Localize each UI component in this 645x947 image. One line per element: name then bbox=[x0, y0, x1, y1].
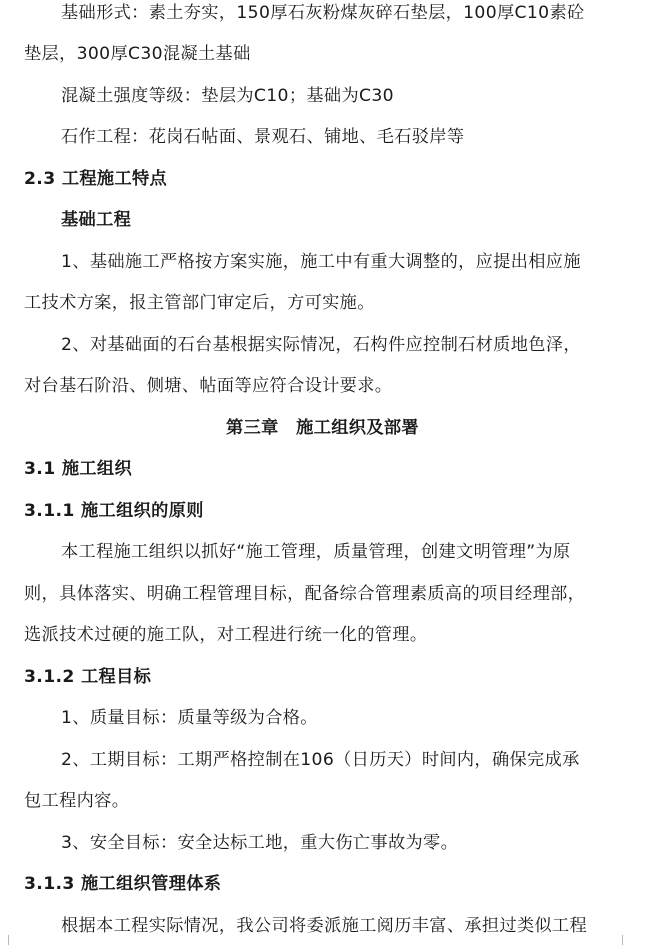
subsection-heading: 基础工程 bbox=[61, 210, 132, 230]
paragraph-line: 本工程施工组织以抓好“施工管理，质量管理，创建文明管理”为原 bbox=[61, 542, 571, 562]
section-heading: 3.1.1 施工组织的原则 bbox=[24, 501, 204, 521]
paragraph-line: 石作工程：花岗石帖面、景观石、铺地、毛石驳岸等 bbox=[61, 127, 465, 147]
section-heading: 3.1.3 施工组织管理体系 bbox=[24, 874, 222, 894]
paragraph-line: 1、质量目标：质量等级为合格。 bbox=[61, 708, 318, 728]
section-heading: 3.1 施工组织 bbox=[24, 459, 132, 479]
section-heading: 3.1.2 工程目标 bbox=[24, 667, 152, 687]
paragraph-line: 1、基础施工严格按方案实施，施工中有重大调整的，应提出相应施 bbox=[61, 252, 581, 272]
paragraph-line: 混凝土强度等级：垫层为C10；基础为C30 bbox=[61, 86, 394, 106]
paragraph-line: 3、安全目标：安全达标工地，重大伤亡事故为零。 bbox=[61, 833, 459, 853]
paragraph-line: 工技术方案，报主管部门审定后，方可实施。 bbox=[24, 293, 375, 313]
chapter-title: 第三章 施工组织及部署 bbox=[226, 418, 419, 438]
page-margin-mark bbox=[8, 935, 9, 945]
section-heading: 2.3 工程施工特点 bbox=[24, 169, 168, 189]
paragraph-line: 2、对基础面的石台基根据实际情况，石构件应控制石材质地色泽， bbox=[61, 335, 581, 355]
paragraph-line: 垫层，300厚C30混凝土基础 bbox=[24, 44, 251, 64]
paragraph-line: 选派技术过硬的施工队，对工程进行统一化的管理。 bbox=[24, 625, 428, 645]
paragraph-line: 基础形式：素土夯实，150厚石灰粉煤灰碎石垫层，100厚C10素砼 bbox=[61, 3, 585, 23]
paragraph-line: 则，具体落实、明确工程管理目标，配备综合管理素质高的项目经理部， bbox=[24, 584, 586, 604]
page-margin-mark bbox=[622, 935, 623, 945]
paragraph-line: 根据本工程实际情况，我公司将委派施工阅历丰富、承担过类似工程 bbox=[61, 916, 588, 936]
paragraph-line: 包工程内容。 bbox=[24, 791, 130, 811]
paragraph-line: 对台基石阶沿、侧塘、帖面等应符合设计要求。 bbox=[24, 376, 393, 396]
paragraph-line: 2、工期目标：工期严格控制在106（日历天）时间内，确保完成承 bbox=[61, 750, 580, 770]
